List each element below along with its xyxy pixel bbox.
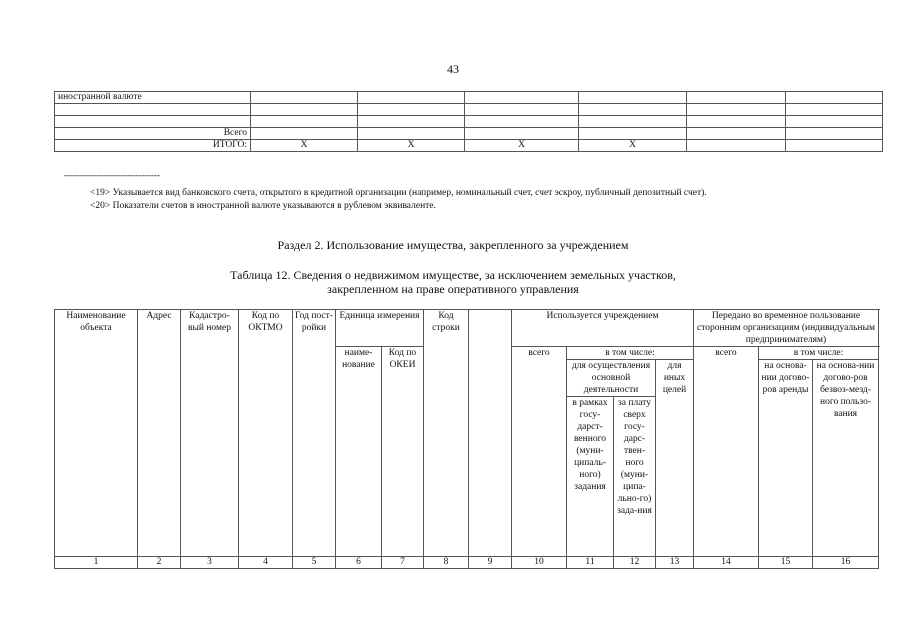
- x-mark: X: [251, 140, 358, 152]
- col-used-main: для осуществления основной деятельности: [567, 360, 656, 397]
- column-number: 4: [239, 557, 293, 569]
- col-address: Адрес: [138, 310, 181, 557]
- column-number: 16: [813, 557, 879, 569]
- col-unit-name: наиме-нование: [336, 347, 382, 557]
- table-title-line2: закрепленном на праве оперативного управления: [327, 282, 579, 296]
- column-number: 14: [694, 557, 759, 569]
- col-used-paid: за плату сверх госу-дарс-твен-ного (муни-ципа-льно-го) зада-ния: [614, 397, 656, 557]
- col-lease-rent: на основа-нии догово-ров аренды: [759, 360, 813, 557]
- header-row: [55, 310, 879, 347]
- column-numbers-row: [55, 557, 879, 569]
- col-oktmo: Код по ОКТМО: [239, 310, 293, 557]
- column-number: 9: [469, 557, 512, 569]
- col-used-other: для иных целей: [656, 360, 694, 557]
- col-year: Год пост-ройки: [293, 310, 336, 557]
- table-row: [55, 104, 883, 116]
- page-number: 43: [447, 62, 459, 76]
- col-used-state-task: в рамках госу-дарст-венного (муни-ципаль-ного) задания: [567, 397, 614, 557]
- col-lease-total: всего: [694, 347, 759, 557]
- real-estate-table: [54, 309, 879, 569]
- col-cadastral: Кадастро-вый номер: [181, 310, 239, 557]
- column-number: 10: [512, 557, 567, 569]
- table-row: [55, 128, 883, 140]
- column-number: 11: [567, 557, 614, 569]
- col-lease: Передано во временное пользование сторонним организациям (индивидуальным предпринимателям): [694, 310, 879, 347]
- table-title-line1: Таблица 12. Сведения о недвижимом имуществе, за исключением земельных участков,: [230, 268, 676, 282]
- column-number: 6: [336, 557, 382, 569]
- column-number: 13: [656, 557, 694, 569]
- footnote-19: <19> Указывается вид банковского счета, открытого в кредитной организации (например, номинальный счет, счет эскроу, публичный депозитный счет).: [90, 188, 707, 198]
- footnote-20: <20> Показатели счетов в иностранной валюте указываются в рублевом эквиваленте.: [90, 201, 436, 211]
- grand-total-label: ИТОГО:: [55, 140, 251, 152]
- column-number: 5: [293, 557, 336, 569]
- column-number: 7: [382, 557, 424, 569]
- column-number: 8: [424, 557, 469, 569]
- section-title: Раздел 2. Использование имущества, закрепленного за учреждением: [277, 238, 629, 252]
- col-used: Используется учреждением: [512, 310, 694, 347]
- column-number: 15: [759, 557, 813, 569]
- row-label: иностранной валюте: [55, 92, 251, 104]
- column-number: 3: [181, 557, 239, 569]
- footnote-separator: --------------------------------: [64, 170, 160, 180]
- x-mark: X: [358, 140, 465, 152]
- col-okei: Код по ОКЕИ: [382, 347, 424, 557]
- col-unit: Единица измерения: [336, 310, 424, 347]
- col-lease-incl: в том числе:: [759, 347, 879, 360]
- x-mark: X: [579, 140, 687, 152]
- column-number: 2: [138, 557, 181, 569]
- table-row: [55, 92, 883, 104]
- table-title: [0, 268, 906, 296]
- table-row: [55, 140, 883, 152]
- col-object-name: Наименование объекта: [55, 310, 138, 557]
- x-mark: X: [465, 140, 579, 152]
- table-row: [55, 116, 883, 128]
- column-number: 1: [55, 557, 138, 569]
- col-used-incl: в том числе:: [567, 347, 694, 360]
- col-lease-free: на основа-нии догово-ров безвоз-мезд-ного пользо-вания: [813, 360, 879, 557]
- col-row-code: Код строки: [424, 310, 469, 557]
- column-number: 12: [614, 557, 656, 569]
- total-label: Всего: [55, 128, 251, 140]
- col-used-total: всего: [512, 347, 567, 557]
- accounts-table-continuation: [54, 91, 883, 152]
